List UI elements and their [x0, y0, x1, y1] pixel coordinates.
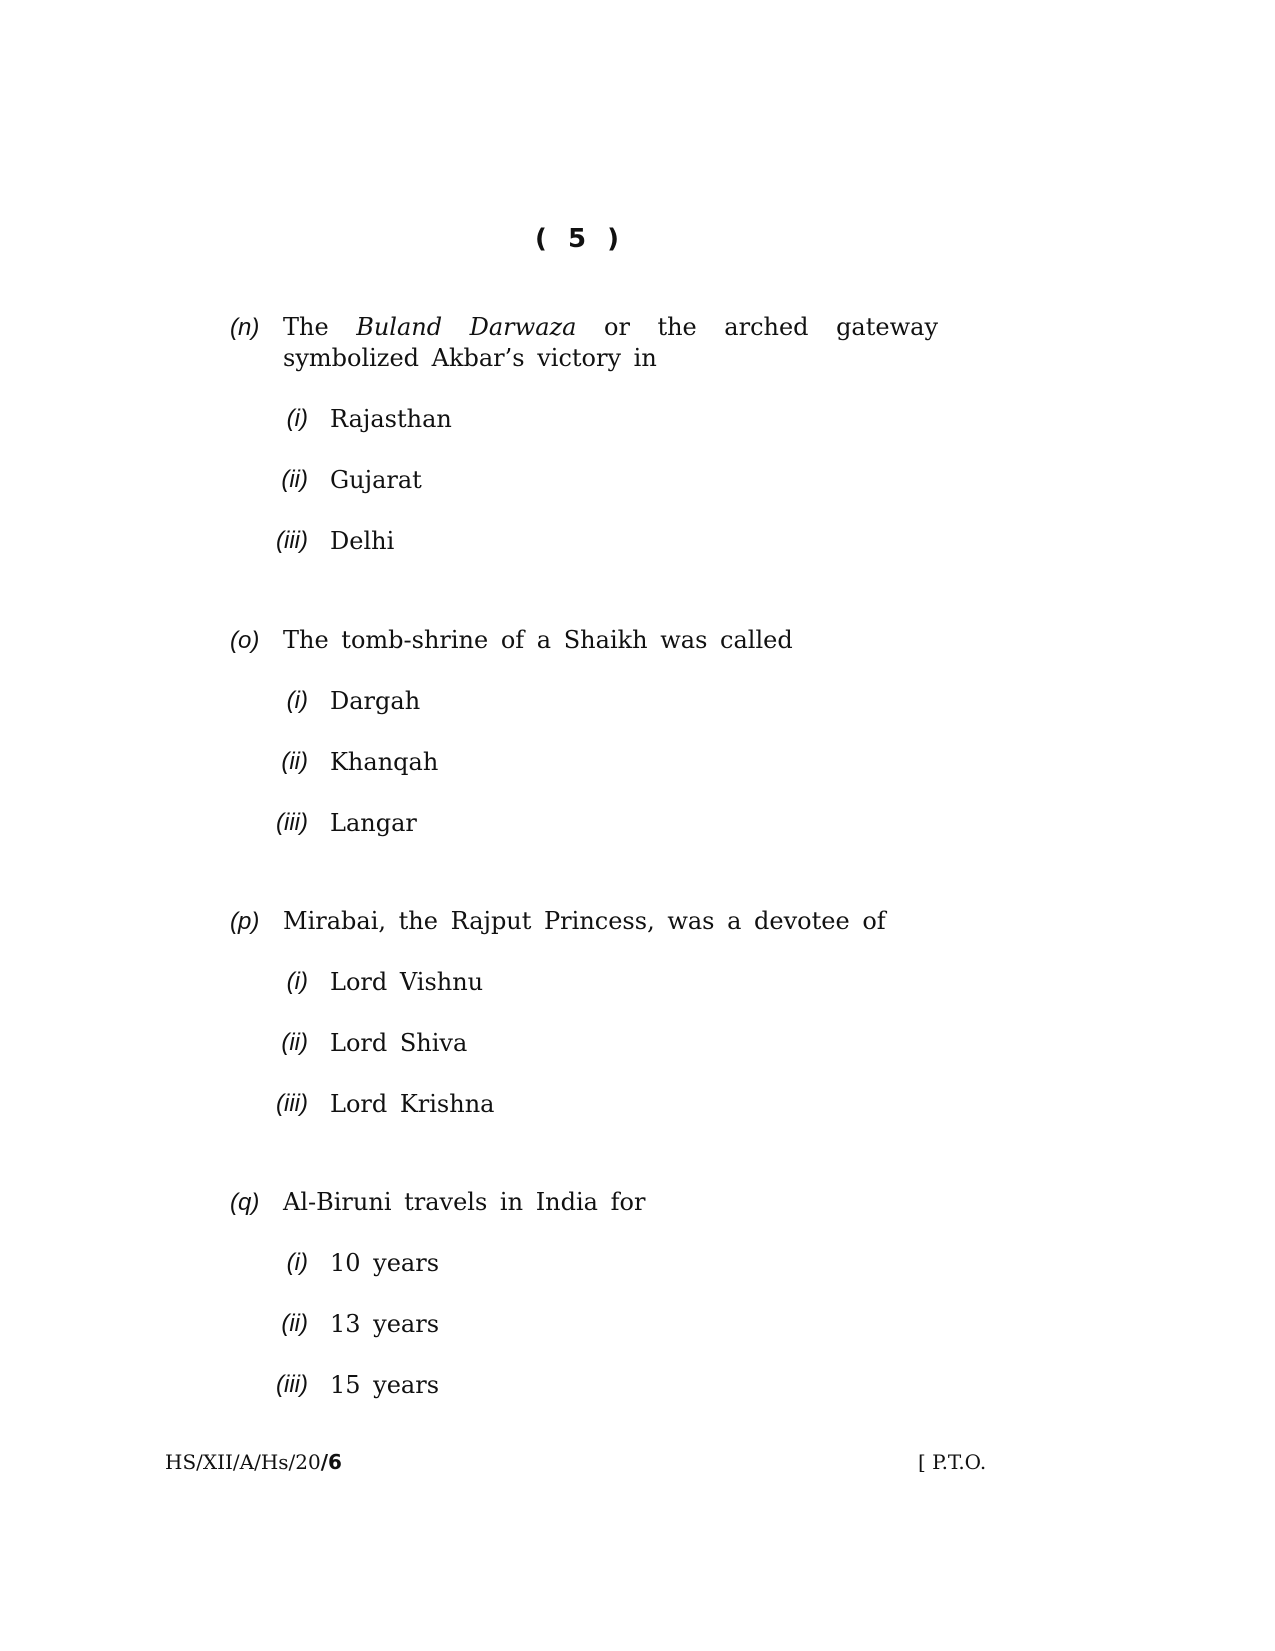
option-text: Lord Shiva	[330, 1029, 468, 1057]
answer-option	[230, 966, 938, 998]
question-n	[230, 312, 938, 557]
option-label: (iii)	[276, 809, 308, 836]
option-label: (ii)	[281, 1029, 308, 1056]
question-emphasis: Buland Darwaza	[356, 313, 577, 341]
option-text: Khanqah	[330, 748, 439, 776]
question-label: (n)	[230, 314, 260, 341]
answer-option	[230, 464, 938, 496]
option-text: 10 years	[330, 1249, 440, 1277]
option-text: Rajasthan	[330, 405, 452, 433]
question-text: Al-Biruni travels in India for	[283, 1188, 646, 1216]
option-label: (i)	[286, 405, 308, 432]
answer-option	[230, 1088, 938, 1120]
option-label: (iii)	[276, 1090, 308, 1117]
question-label: (o)	[230, 627, 260, 654]
answer-option	[230, 403, 938, 435]
option-label: (ii)	[281, 748, 308, 775]
answer-option	[230, 525, 938, 557]
answer-options	[230, 685, 938, 839]
pto-note: [ P.T.O.	[918, 1450, 987, 1474]
answer-option	[230, 1247, 938, 1279]
answer-option	[230, 1027, 938, 1059]
option-label: (i)	[286, 968, 308, 995]
question-text: The tomb-shrine of a Shaikh was called	[283, 626, 793, 654]
answer-options	[230, 966, 938, 1120]
option-text: Lord Vishnu	[330, 968, 484, 996]
option-label: (i)	[286, 687, 308, 714]
option-label: (iii)	[276, 527, 308, 554]
question-q	[230, 1187, 938, 1401]
option-text: Langar	[330, 809, 417, 837]
option-text: Delhi	[330, 527, 395, 555]
answer-option	[230, 1308, 938, 1340]
question-label: (q)	[230, 1189, 260, 1216]
answer-options	[230, 1247, 938, 1401]
option-label: (i)	[286, 1249, 308, 1276]
paper-code-suffix: /6	[320, 1450, 342, 1474]
answer-options	[230, 403, 938, 557]
question-text: Mirabai, the Rajput Princess, was a devotee of	[283, 907, 886, 935]
option-text: 15 years	[330, 1371, 440, 1399]
question-o	[230, 625, 938, 839]
option-text: Dargah	[330, 687, 421, 715]
question-text: The Buland Darwaza or the arched gateway symbolized Akbar’s victory in	[283, 313, 939, 372]
answer-option	[230, 746, 938, 778]
question-label: (p)	[230, 908, 260, 935]
option-text: Lord Krishna	[330, 1090, 495, 1118]
answer-option	[230, 1369, 938, 1401]
option-label: (iii)	[276, 1371, 308, 1398]
option-label: (ii)	[281, 1310, 308, 1337]
paper-code: HS/XII/A/Hs/20/6	[165, 1450, 342, 1474]
option-text: Gujarat	[330, 466, 422, 494]
option-label: (ii)	[281, 466, 308, 493]
page-number: ( 5 )	[535, 224, 625, 254]
answer-option	[230, 685, 938, 717]
answer-option	[230, 807, 938, 839]
option-text: 13 years	[330, 1310, 440, 1338]
question-p	[230, 906, 938, 1120]
